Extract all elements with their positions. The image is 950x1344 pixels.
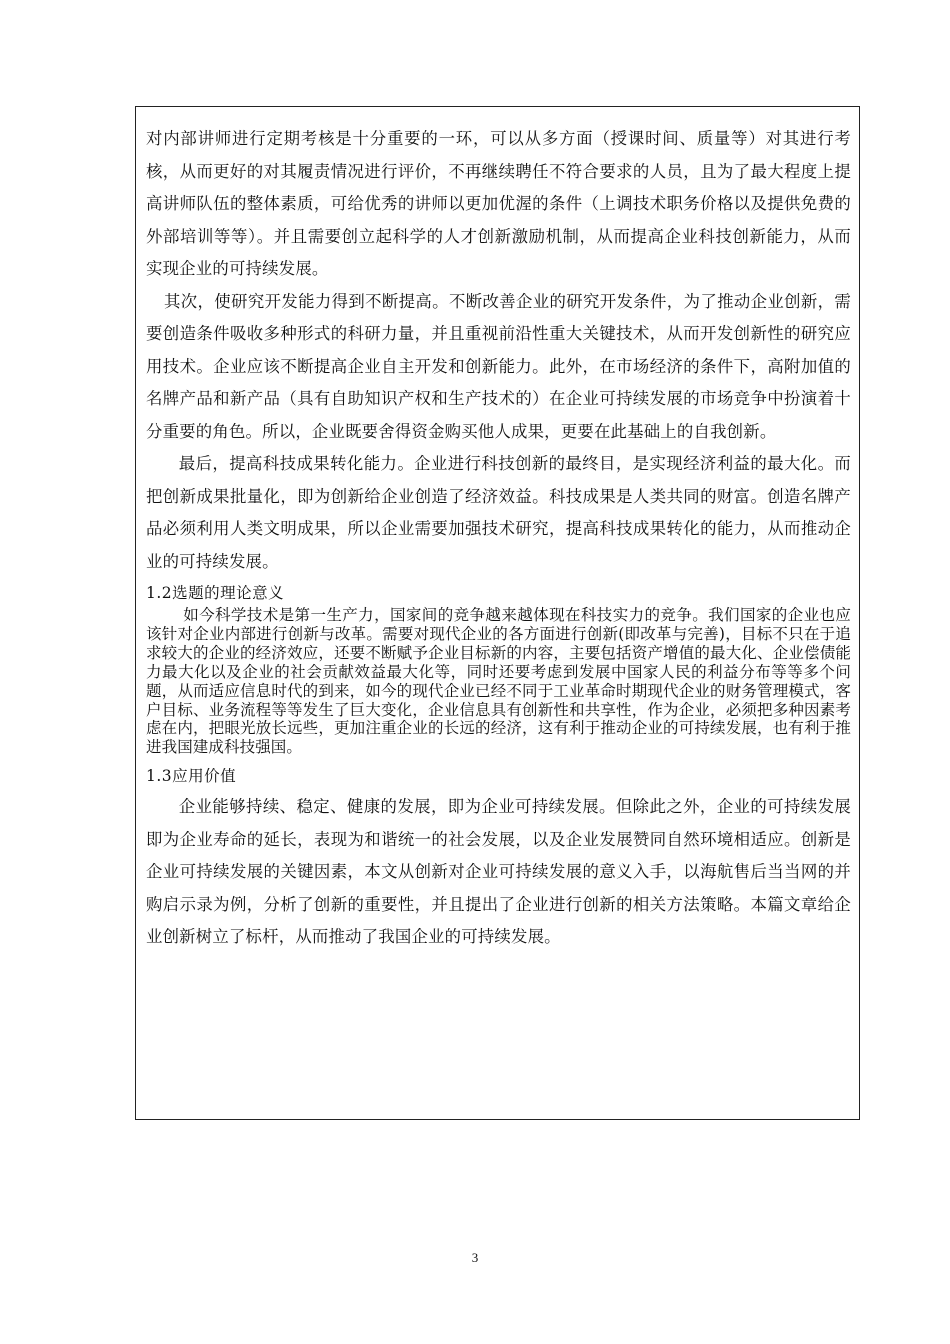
page-number: 3 bbox=[471, 1250, 479, 1265]
paragraph-achievement-transformation: 最后，提高科技成果转化能力。企业进行科技创新的最终目，是实现经济利益的最大化。而把创新成果批量化，即为创新给企业创造了经济效益。科技成果是人类共同的财富。创造名牌产品必须利用人类文明成果，所以企业需要加强技术研究，提高科技成果转化的能力，从而推动企业的可持续发展。 bbox=[146, 454, 851, 571]
paragraph-application-value: 企业能够持续、稳定、健康的发展，即为企业可持续发展。但除此之外，企业的可持续发展即为企业寿命的延长，表现为和谐统一的社会发展，以及企业发展赞同自然环境相适应。创新是企业可持续发展的关键因素，本文从创新对企业可持续发展的意义入手，以海航售后当当网的并购启示录为例，分析了创新的重要性，并且提出了企业进行创新的相关方法策略。本篇文章给企业创新树立了标杆，从而推动了我国企业的可持续发展。 bbox=[146, 797, 851, 947]
paragraph-rd-capability: 其次，使研究开发能力得到不断提高。不断改善企业的研究开发条件，为了推动企业创新，需要创造条件吸收多种形式的科研力量，并且重视前沿性重大关键技术，从而开发创新性的研究应用技术。企业应该不断提高企业自主开发和创新能力。此外，在市场经济的条件下，高附加值的名牌产品和新产品（具有自助知识产权和生产技术的）在企业可持续发展的市场竞争中扮演着十分重要的角色。所以，企业既要舍得资金购买他人成果，更要在此基础上的自我创新。 bbox=[146, 291, 851, 441]
document-body bbox=[146, 123, 851, 954]
content-table-frame bbox=[135, 106, 860, 1120]
section-heading-1-2: 1.2选题的理论意义 bbox=[146, 584, 285, 602]
section-heading-1-3: 1.3应用价值 bbox=[146, 767, 237, 786]
paragraph-theoretical-significance: 如今科学技术是第一生产力，国家间的竞争越来越体现在科技实力的竞争。我们国家的企业也应该针对企业内部进行创新与改革。需要对现代企业的各方面进行创新(即改革与完善)，目标不只在于追求较大的企业的经济效应，还要不断赋予企业目标新的内容，主要包括资产增值的最大化、企业偿债能力最大化以及企业的社会贡献效益最大化等，同时还要考虑到发展中国家人民的利益分布等等多个问题，从而适应信息时代的到来，如今的现代企业已经不同于工业革命时期现代企业的财务管理模式，客户目标、业务流程等等发生了巨大变化，企业信息具有创新性和共享性，作为企业，必须把多种因素考虑在内，把眼光放长远些，更加注重企业的长远的经济，这有利于推动企业的可持续发展，也有利于推进我国建成科技强国。 bbox=[146, 606, 851, 757]
paragraph-lecturer-assessment: 对内部讲师进行定期考核是十分重要的一环，可以从多方面（授课时间、质量等）对其进行考核，从而更好的对其履责情况进行评价，不再继续聘任不符合要求的人员，且为了最大程度上提高讲师队伍的整体素质，可给优秀的讲师以更加优渥的条件（上调技术职务价格以及提供免费的外部培训等等）。并且需要创立起科学的人才创新激励机制，从而提高企业科技创新能力，从而实现企业的可持续发展。 bbox=[146, 129, 851, 278]
